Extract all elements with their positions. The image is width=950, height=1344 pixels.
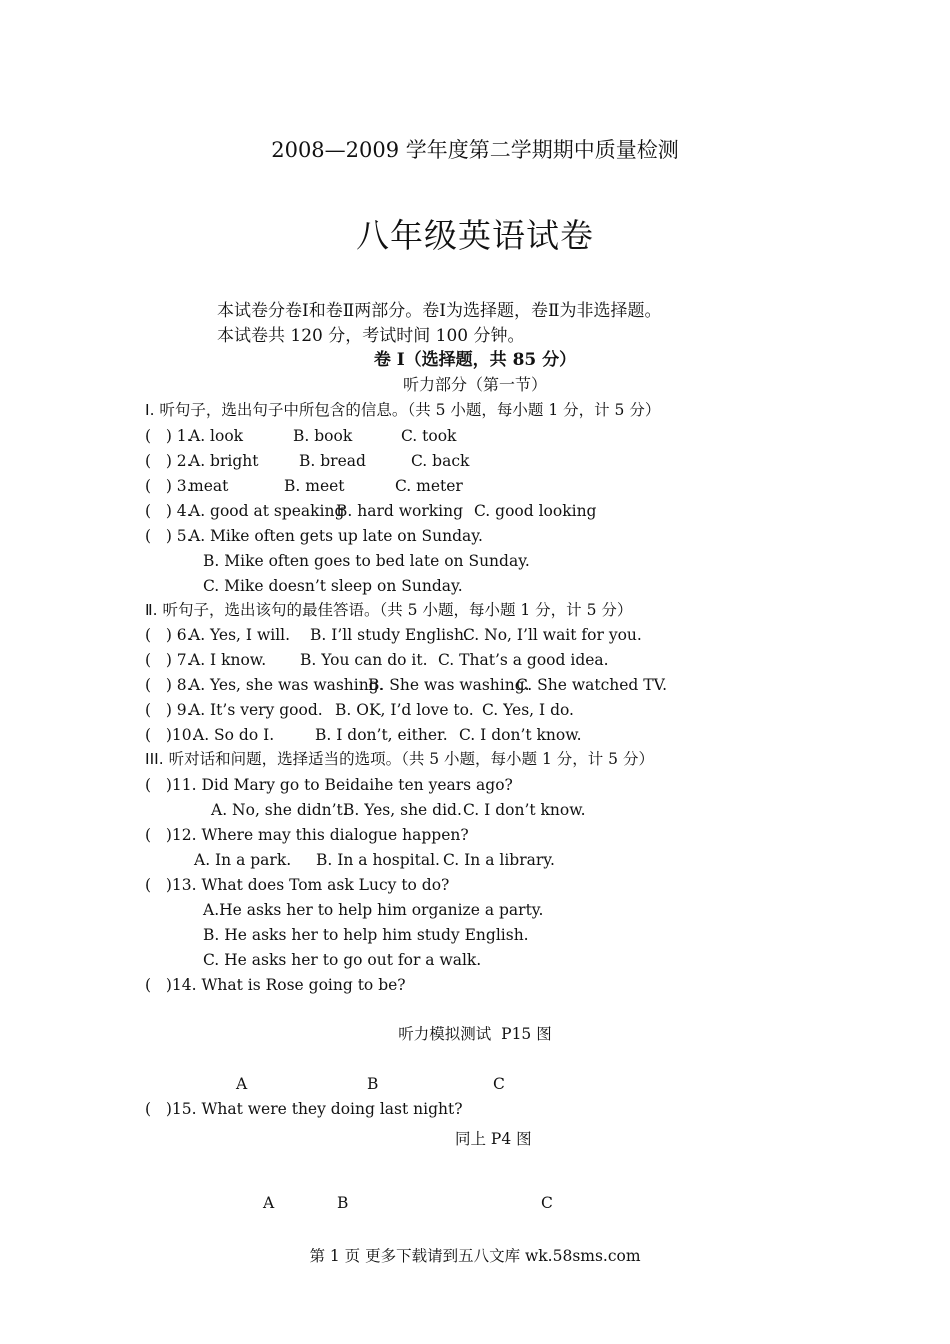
q4-option-b: B. hard working xyxy=(336,502,463,520)
q11-option-b: B. Yes, she did. xyxy=(343,801,462,819)
section-2-note: （共 5 小题，每小题 1 分，计 5 分） xyxy=(379,601,633,619)
q5-option-a: A. Mike often gets up late on Sunday. xyxy=(189,527,483,545)
q7-num: ( ) 7. xyxy=(145,651,197,669)
listening-heading: 听力部分（第一节） xyxy=(402,375,547,394)
q8-option-a: A. Yes, she was washing. xyxy=(189,676,384,694)
q8-option-c: C. She watched TV. xyxy=(516,676,668,694)
q2-option-b: B. bread xyxy=(299,452,366,470)
q1-option-c: C. took xyxy=(401,427,457,445)
q4-option-a: A. good at speaking xyxy=(189,502,345,520)
q7-option-a: A. I know. xyxy=(189,651,267,669)
q7-option-b: B. You can do it. xyxy=(300,651,428,669)
section-1-title-text: Ⅰ. 听句子，选出句子中所包含的信息。 xyxy=(145,401,408,419)
part1-heading: 卷 I（选择题，共 85 分） xyxy=(373,350,577,370)
q10-option-c: C. I don’t know. xyxy=(459,726,582,744)
q3-option-b: B. meet xyxy=(284,477,345,495)
q2-num: ( ) 2. xyxy=(145,452,197,470)
q5-option-b: B. Mike often goes to bed late on Sunday. xyxy=(203,552,530,570)
section-2-title xyxy=(145,600,632,620)
question-13-stem: ( )13. What does Tom ask Lucy to do? xyxy=(145,876,450,894)
q4-num: ( ) 4. xyxy=(145,502,197,520)
intro-line-2: 本试卷共 120 分，考试时间 100 分钟。 xyxy=(217,326,525,346)
question-14-stem: ( )14. What is Rose going to be? xyxy=(145,976,406,994)
q9-option-a: A. It’s very good. xyxy=(189,701,323,719)
section-3-title-text: III. 听对话和问题，选择适当的选项。 xyxy=(145,750,402,768)
q12-option-a: A. In a park. xyxy=(194,851,292,869)
section-1-note: （共 5 小题，每小题 1 分，计 5 分） xyxy=(407,401,661,419)
exam-title: 八年级英语试卷 xyxy=(356,216,594,255)
q5-num: ( ) 5. xyxy=(145,527,197,545)
q4-option-c: C. good looking xyxy=(474,502,597,520)
q15-image-placeholder: 同上 P4 图 xyxy=(455,1130,532,1148)
q10-option-b: B. I don’t, either. xyxy=(315,726,448,744)
exam-subtitle: 2008—2009 学年度第二学期期中质量检测 xyxy=(271,138,679,162)
q8-option-b: B. She was washing. xyxy=(368,676,530,694)
q9-option-b: B. OK, I’d love to. xyxy=(335,701,474,719)
q14-label-a: A xyxy=(236,1075,248,1093)
q2-option-a: A. bright xyxy=(189,452,259,470)
question-11-stem: ( )11. Did Mary go to Beidaihe ten years ago? xyxy=(145,776,513,794)
q5-option-c: C. Mike doesn’t sleep on Sunday. xyxy=(203,577,463,595)
q11-option-a: A. No, she didn’t. xyxy=(211,801,348,819)
q13-option-a: A.He asks her to help him organize a party. xyxy=(203,901,544,919)
q3-num: ( ) 3. xyxy=(145,477,197,495)
q14-label-b: B xyxy=(367,1075,379,1093)
q15-label-a: A xyxy=(263,1194,275,1212)
section-3-title xyxy=(145,749,654,769)
q6-option-c: C. No, I’ll wait for you. xyxy=(463,626,642,644)
q13-option-b: B. He asks her to help him study English. xyxy=(203,926,529,944)
q10-num: ( )10. xyxy=(145,726,202,744)
q10-option-a: A. So do I. xyxy=(193,726,275,744)
q6-option-a: A. Yes, I will. xyxy=(189,626,291,644)
q9-num: ( ) 9. xyxy=(145,701,197,719)
section-3-note: （共 5 小题，每小题 1 分，计 5 分） xyxy=(401,750,654,768)
q12-option-c: C. In a library. xyxy=(443,851,555,869)
section-1-title xyxy=(145,400,660,420)
page-footer: 第 1 页 更多下载请到五八文库 wk.58sms.com xyxy=(309,1247,641,1265)
intro-line-1: 本试卷分卷Ⅰ和卷Ⅱ两部分。卷Ⅰ为选择题，卷Ⅱ为非选择题。 xyxy=(217,301,662,321)
q11-option-c: C. I don’t know. xyxy=(463,801,586,819)
question-12-stem: ( )12. Where may this dialogue happen? xyxy=(145,826,469,844)
q6-option-b: B. I’ll study English. xyxy=(310,626,469,644)
q14-label-c: C xyxy=(493,1075,505,1093)
question-15-stem: ( )15. What were they doing last night? xyxy=(145,1100,463,1118)
q14-image-placeholder: 听力模拟测试 P15 图 xyxy=(398,1025,552,1043)
q2-option-c: C. back xyxy=(411,452,470,470)
q15-label-b: B xyxy=(337,1194,349,1212)
q13-option-c: C. He asks her to go out for a walk. xyxy=(203,951,482,969)
q7-option-c: C. That’s a good idea. xyxy=(438,651,609,669)
q1-option-b: B. book xyxy=(293,427,353,445)
q3-option-c: C. meter xyxy=(395,477,463,495)
q12-option-b: B. In a hospital. xyxy=(316,851,440,869)
q8-num: ( ) 8. xyxy=(145,676,197,694)
q3-option-a: meat xyxy=(189,477,229,495)
q15-label-c: C xyxy=(541,1194,553,1212)
q1-option-a: A. look xyxy=(189,427,244,445)
q6-num: ( ) 6. xyxy=(145,626,197,644)
section-2-title-text: Ⅱ. 听句子，选出该句的最佳答语。 xyxy=(145,601,380,619)
q9-option-c: C. Yes, I do. xyxy=(482,701,574,719)
q1-num: ( ) 1. xyxy=(145,427,197,445)
